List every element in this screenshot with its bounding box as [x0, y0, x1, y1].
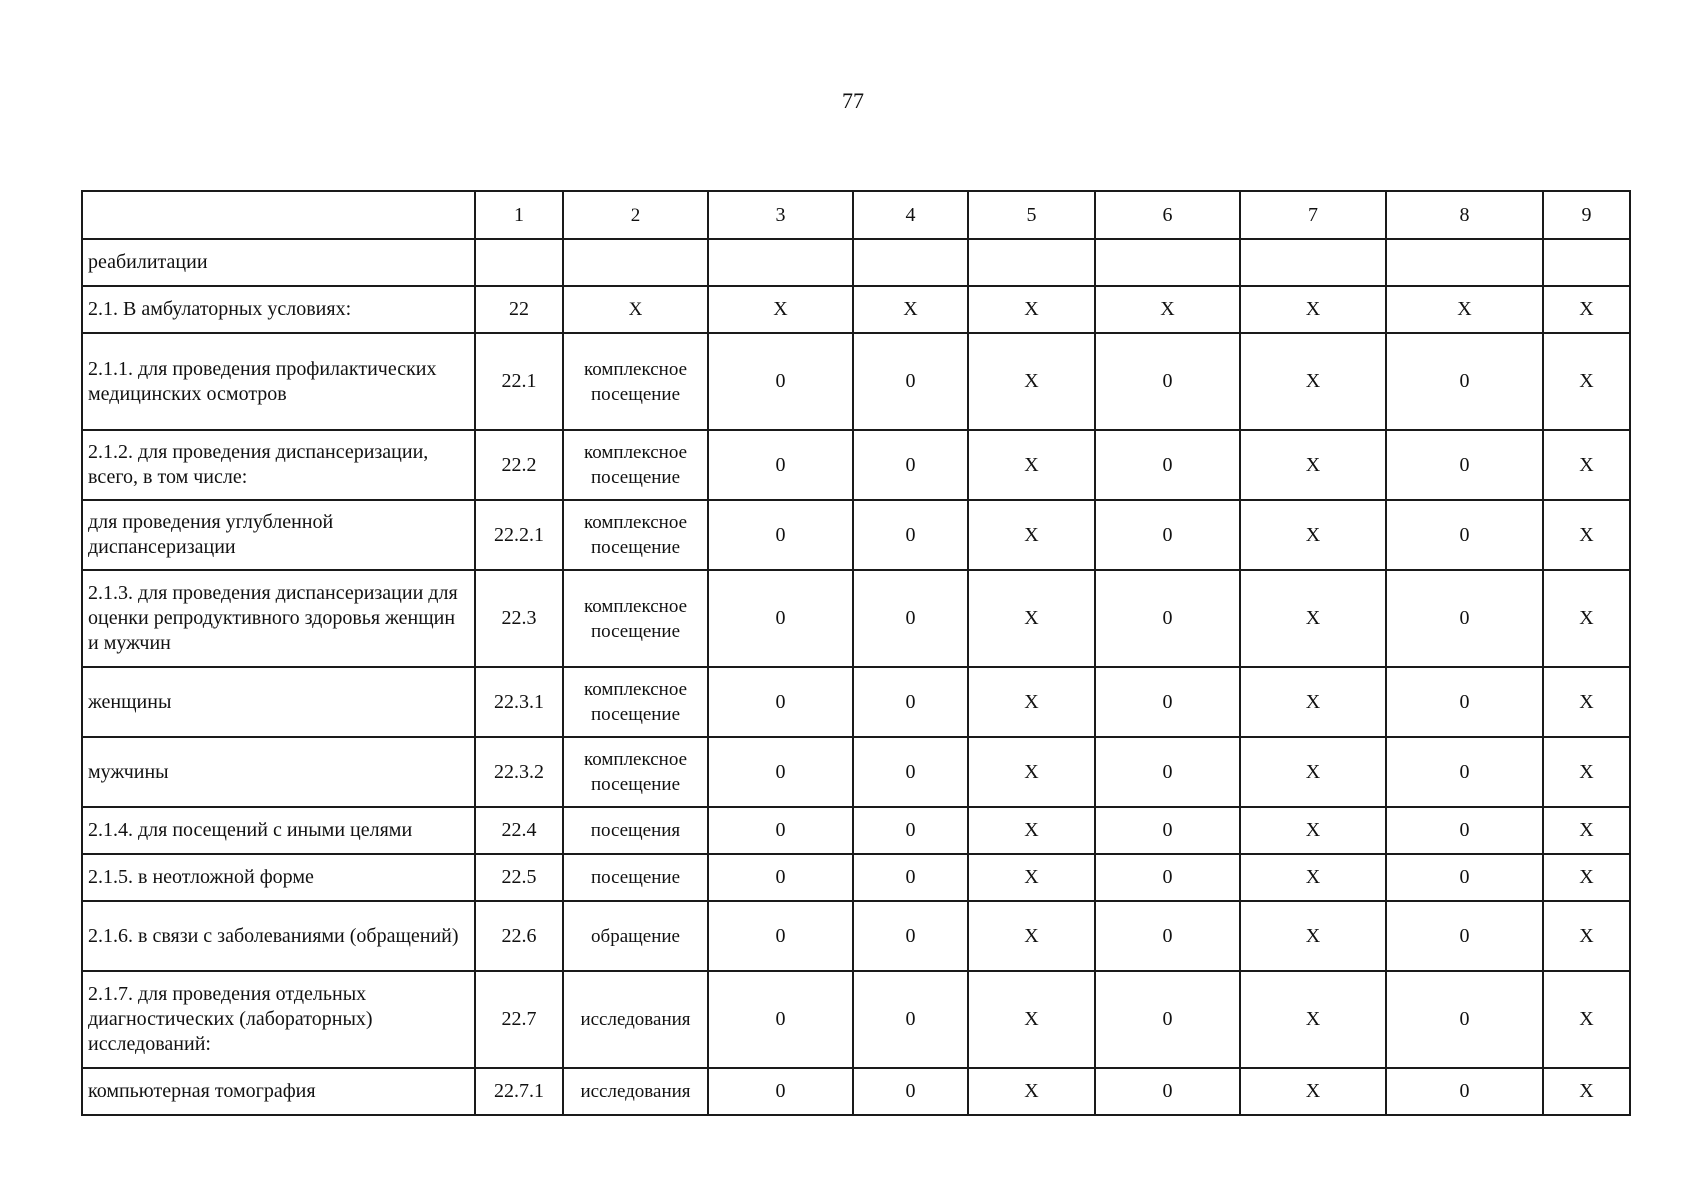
row-number-cell: 22 — [475, 286, 563, 333]
value-cell: X — [1543, 1068, 1630, 1115]
value-cell: 0 — [853, 570, 968, 667]
row-name-cell: женщины — [82, 667, 475, 737]
table-row — [82, 430, 1630, 500]
data-table — [81, 190, 1631, 1116]
value-cell: 0 — [853, 1068, 968, 1115]
unit-cell: посещения — [563, 807, 708, 854]
value-cell: X — [968, 1068, 1095, 1115]
value-cell: 0 — [708, 570, 853, 667]
value-cell: 0 — [1386, 500, 1543, 570]
value-cell: X — [853, 286, 968, 333]
row-name-cell: для проведения углубленной диспансеризации — [82, 500, 475, 570]
value-cell: X — [1240, 1068, 1386, 1115]
value-cell: X — [968, 737, 1095, 807]
value-cell: 0 — [708, 807, 853, 854]
table-row — [82, 901, 1630, 971]
value-cell: X — [1543, 333, 1630, 430]
value-cell: X — [1240, 430, 1386, 500]
value-cell: 0 — [1386, 570, 1543, 667]
value-cell: X — [1240, 500, 1386, 570]
value-cell: 0 — [1095, 971, 1240, 1068]
row-name-cell: 2.1.6. в связи с заболеваниями (обращений) — [82, 901, 475, 971]
value-cell: 0 — [1095, 333, 1240, 430]
value-cell: X — [968, 286, 1095, 333]
value-cell — [1095, 239, 1240, 286]
value-cell: 0 — [1386, 807, 1543, 854]
value-cell: 0 — [853, 971, 968, 1068]
table-row — [82, 971, 1630, 1068]
value-cell: X — [1543, 570, 1630, 667]
unit-cell: исследования — [563, 1068, 708, 1115]
table-row — [82, 570, 1630, 667]
header-cell: 2 — [563, 191, 708, 239]
header-cell: 4 — [853, 191, 968, 239]
value-cell: X — [968, 430, 1095, 500]
value-cell: X — [1095, 286, 1240, 333]
row-number-cell: 22.6 — [475, 901, 563, 971]
value-cell: 0 — [1095, 737, 1240, 807]
table-row — [82, 286, 1630, 333]
value-cell: X — [968, 854, 1095, 901]
row-name-cell: 2.1.1. для проведения профилактических медицинских осмотров — [82, 333, 475, 430]
header-cell: 7 — [1240, 191, 1386, 239]
value-cell — [708, 239, 853, 286]
value-cell: 0 — [853, 901, 968, 971]
header-cell: 9 — [1543, 191, 1630, 239]
row-name-cell: 2.1.2. для проведения диспансеризации, всего, в том числе: — [82, 430, 475, 500]
value-cell: X — [1543, 500, 1630, 570]
value-cell: X — [1543, 807, 1630, 854]
value-cell: X — [1543, 901, 1630, 971]
value-cell: X — [1543, 971, 1630, 1068]
value-cell — [853, 239, 968, 286]
value-cell: 0 — [708, 854, 853, 901]
value-cell: X — [968, 667, 1095, 737]
row-name-cell: мужчины — [82, 737, 475, 807]
value-cell: 0 — [708, 333, 853, 430]
value-cell: 0 — [1095, 570, 1240, 667]
header-cell: 3 — [708, 191, 853, 239]
row-number-cell: 22.7 — [475, 971, 563, 1068]
row-number-cell — [475, 239, 563, 286]
header-cell: 6 — [1095, 191, 1240, 239]
value-cell: X — [1386, 286, 1543, 333]
value-cell: 0 — [1095, 430, 1240, 500]
value-cell: X — [1240, 901, 1386, 971]
value-cell: X — [1240, 333, 1386, 430]
value-cell: X — [968, 570, 1095, 667]
row-number-cell: 22.5 — [475, 854, 563, 901]
row-number-cell: 22.7.1 — [475, 1068, 563, 1115]
value-cell: 0 — [1095, 500, 1240, 570]
value-cell: X — [1240, 971, 1386, 1068]
value-cell: 0 — [1095, 901, 1240, 971]
unit-cell: комплексное посещение — [563, 570, 708, 667]
value-cell: 0 — [1386, 333, 1543, 430]
value-cell: 0 — [708, 901, 853, 971]
value-cell — [1240, 239, 1386, 286]
value-cell: X — [968, 500, 1095, 570]
row-name-cell: 2.1.4. для посещений с иными целями — [82, 807, 475, 854]
value-cell: X — [968, 971, 1095, 1068]
unit-cell: комплексное посещение — [563, 333, 708, 430]
page-number: 77 — [842, 88, 864, 113]
value-cell: X — [1240, 854, 1386, 901]
unit-cell: посещение — [563, 854, 708, 901]
unit-cell: комплексное посещение — [563, 430, 708, 500]
value-cell: 0 — [853, 807, 968, 854]
value-cell: 0 — [708, 1068, 853, 1115]
unit-cell: обращение — [563, 901, 708, 971]
value-cell: 0 — [1095, 667, 1240, 737]
value-cell: 0 — [853, 500, 968, 570]
value-cell: 0 — [1095, 1068, 1240, 1115]
value-cell: 0 — [853, 667, 968, 737]
value-cell: X — [708, 286, 853, 333]
header-cell: 8 — [1386, 191, 1543, 239]
row-name-cell: 2.1. В амбулаторных условиях: — [82, 286, 475, 333]
header-cell — [82, 191, 475, 239]
unit-cell: исследования — [563, 971, 708, 1068]
value-cell: X — [1543, 667, 1630, 737]
row-number-cell: 22.3.1 — [475, 667, 563, 737]
value-cell: X — [968, 901, 1095, 971]
unit-cell: комплексное посещение — [563, 737, 708, 807]
value-cell — [968, 239, 1095, 286]
value-cell: X — [1240, 667, 1386, 737]
value-cell: 0 — [708, 667, 853, 737]
row-name-cell: 2.1.7. для проведения отдельных диагностических (лабораторных) исследований: — [82, 971, 475, 1068]
value-cell: X — [1543, 737, 1630, 807]
value-cell: 0 — [708, 737, 853, 807]
table-header-row — [82, 191, 1630, 239]
row-name-cell: компьютерная томография — [82, 1068, 475, 1115]
value-cell — [1386, 239, 1543, 286]
row-number-cell: 22.3 — [475, 570, 563, 667]
value-cell — [1543, 239, 1630, 286]
value-cell: 0 — [853, 333, 968, 430]
value-cell: 0 — [1386, 901, 1543, 971]
unit-cell: комплексное посещение — [563, 667, 708, 737]
value-cell: X — [1543, 854, 1630, 901]
table-row — [82, 854, 1630, 901]
table-row — [82, 807, 1630, 854]
row-number-cell: 22.4 — [475, 807, 563, 854]
value-cell: X — [1240, 570, 1386, 667]
value-cell: X — [1240, 737, 1386, 807]
value-cell: 0 — [853, 854, 968, 901]
value-cell: 0 — [1095, 854, 1240, 901]
row-name-cell: реабилитации — [82, 239, 475, 286]
row-name-cell: 2.1.5. в неотложной форме — [82, 854, 475, 901]
table-row — [82, 500, 1630, 570]
value-cell: 0 — [1386, 854, 1543, 901]
row-number-cell: 22.3.2 — [475, 737, 563, 807]
value-cell: X — [1240, 807, 1386, 854]
unit-cell — [563, 239, 708, 286]
value-cell: 0 — [1386, 430, 1543, 500]
value-cell: X — [968, 807, 1095, 854]
value-cell: 0 — [1386, 667, 1543, 737]
row-number-cell: 22.1 — [475, 333, 563, 430]
value-cell: 0 — [853, 430, 968, 500]
table-row — [82, 333, 1630, 430]
value-cell: X — [1240, 286, 1386, 333]
value-cell: 0 — [853, 737, 968, 807]
value-cell: 0 — [708, 971, 853, 1068]
table-row — [82, 667, 1630, 737]
value-cell: 0 — [1386, 1068, 1543, 1115]
header-cell: 5 — [968, 191, 1095, 239]
value-cell: 0 — [708, 430, 853, 500]
value-cell: X — [968, 333, 1095, 430]
row-number-cell: 22.2.1 — [475, 500, 563, 570]
unit-cell: X — [563, 286, 708, 333]
header-cell: 1 — [475, 191, 563, 239]
value-cell: X — [1543, 430, 1630, 500]
row-number-cell: 22.2 — [475, 430, 563, 500]
table-row — [82, 737, 1630, 807]
table-row — [82, 1068, 1630, 1115]
value-cell: 0 — [1386, 971, 1543, 1068]
row-name-cell: 2.1.3. для проведения диспансеризации для оценки репродуктивного здоровья женщин и мужчин — [82, 570, 475, 667]
unit-cell: комплексное посещение — [563, 500, 708, 570]
value-cell: X — [1543, 286, 1630, 333]
value-cell: 0 — [1386, 737, 1543, 807]
value-cell: 0 — [1095, 807, 1240, 854]
value-cell: 0 — [708, 500, 853, 570]
table-row — [82, 239, 1630, 286]
